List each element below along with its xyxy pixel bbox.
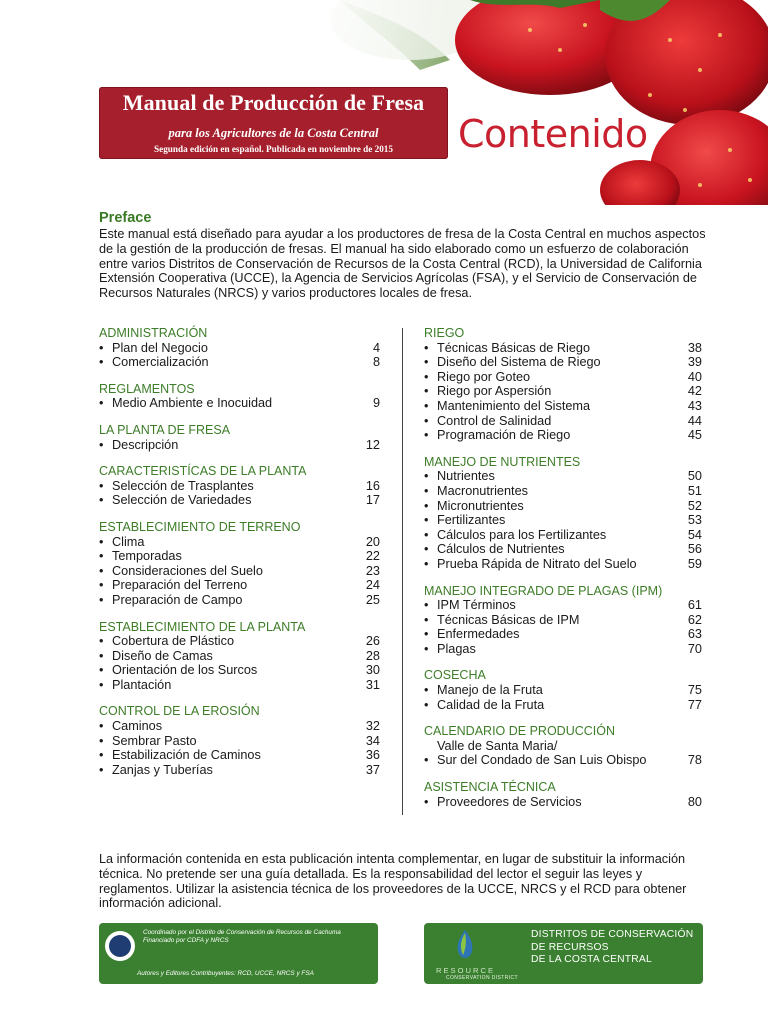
toc-right-column (424, 326, 702, 821)
toc-entry-page: 43 (687, 398, 702, 413)
bullet: • (424, 527, 429, 542)
toc-entry-page: 44 (687, 413, 702, 428)
toc-entry[interactable] (424, 642, 702, 657)
bullet: • (99, 748, 104, 763)
bullet: • (99, 549, 104, 564)
toc-entry-label: Nutrientes (437, 469, 495, 484)
toc-entry[interactable] (99, 564, 380, 579)
toc-entry-label: Sembrar Pasto (112, 733, 197, 748)
disclaimer-text: La información contenida en esta publicación intenta complementar, en lugar de substituir la información técnica. No pretende ser una guía detallada. Es la responsabilidad del lector el seguir las leyes y reglamentos. Utilizar la asistencia técnica de los proveedores de la UCCE, NRCS y el RCD para obtener información adicional. (99, 852, 687, 911)
toc-entry-page: 24 (365, 578, 380, 593)
toc-entry-page: 61 (687, 598, 702, 613)
toc-entry-label: Zanjas y Tuberías (112, 762, 213, 777)
toc-entry[interactable] (99, 748, 380, 763)
toc-entry-page: 31 (365, 677, 380, 692)
toc-section (424, 584, 702, 657)
toc-section (424, 780, 702, 809)
bullet: • (424, 627, 429, 642)
toc-section-title: COSECHA (424, 668, 486, 683)
toc-entry-page: 22 (365, 549, 380, 564)
toc-entry-label: Técnicas Básicas de IPM (437, 612, 580, 627)
toc-entry-page: 42 (687, 384, 702, 399)
toc-entry[interactable] (424, 384, 702, 399)
leaf-drop-icon (454, 929, 476, 961)
toc-section-title: ESTABLECIMIENTO DE LA PLANTA (99, 619, 306, 634)
toc-entry[interactable] (424, 341, 702, 356)
toc-section-title: ADMINISTRACIÓN (99, 326, 208, 340)
preface-text: Este manual está diseñado para ayudar a los productores de fresa de la Costa Central en muchos aspectos de la gestión de la producción de fresas. El manual ha sido elaborado como un esfuerzo de colaboración entre varios Distritos de Conservación de Recursos de la Costa Central (RCD), la Universidad de California Extensión Cooperativa (UCCE), la Agencia de Servicios Agrícolas (FSA), y el Servicio de Conservación de Recursos Naturales (NRCS) y varios productores locales de fresa. (99, 227, 706, 301)
toc-entry[interactable] (99, 719, 380, 734)
rcd-logo-word: RESOURCE (436, 966, 496, 975)
toc-entry[interactable] (99, 734, 380, 749)
toc-entry[interactable] (424, 469, 702, 484)
toc-entry-page: 28 (365, 648, 380, 663)
toc-entry-page: 70 (687, 641, 702, 656)
toc-entry-page: 9 (372, 396, 380, 411)
toc-entry-page: 16 (365, 478, 380, 493)
bullet: • (424, 413, 429, 428)
bullet: • (99, 663, 104, 678)
toc-entry-label: IPM Términos (437, 598, 516, 613)
bullet: • (424, 598, 429, 613)
toc-section-title: MANEJO INTEGRADO DE PLAGAS (IPM) (424, 583, 663, 598)
toc-section (99, 704, 380, 777)
toc-entry-page: 40 (687, 369, 702, 384)
toc-section (424, 724, 702, 768)
bullet: • (424, 369, 429, 384)
toc-entry-label: Selección de Variedades (112, 493, 252, 508)
bullet: • (99, 592, 104, 607)
bullet: • (424, 612, 429, 627)
toc-entry-label: Preparación de Campo (112, 592, 243, 607)
toc-section (424, 668, 702, 712)
title-banner (99, 87, 448, 159)
bullet: • (99, 396, 104, 411)
toc-entry-label: Plan del Negocio (112, 340, 208, 355)
bullet: • (424, 683, 429, 698)
toc-entry-label: Riego por Goteo (437, 369, 531, 384)
toc-entry-label: Cálculos de Nutrientes (437, 542, 565, 557)
toc-entry[interactable] (424, 370, 702, 385)
toc-entry-page: 59 (687, 556, 702, 571)
toc-entry-page: 26 (365, 634, 380, 649)
toc-entry-label: Temporadas (112, 549, 182, 564)
toc-entry-label: Enfermedades (437, 627, 520, 642)
toc-entry-label: Mantenimiento del Sistema (437, 398, 591, 413)
toc-section-title: CARACTERISTÍCAS DE LA PLANTA (99, 464, 307, 479)
toc-entry[interactable] (99, 341, 380, 356)
toc-section (424, 326, 702, 443)
toc-entry-label: Riego por Aspersión (437, 384, 552, 399)
bullet: • (424, 697, 429, 712)
toc-entry[interactable] (424, 399, 702, 414)
toc-entry[interactable] (99, 634, 380, 649)
toc-entry-page: 52 (687, 498, 702, 513)
toc-entry-label: Selección de Trasplantes (112, 478, 254, 493)
toc-section-title: CONTROL DE LA EROSIÓN (99, 704, 260, 719)
toc-section-title: ESTABLECIMIENTO DE TERRENO (99, 519, 301, 534)
toc-entry[interactable] (424, 513, 702, 528)
toc-section-title: RIEGO (424, 326, 465, 340)
toc-entry-page: 36 (365, 748, 380, 763)
toc-entry-page: 75 (687, 683, 702, 698)
toc-entry-page: 50 (687, 469, 702, 484)
toc-entry-label: Preparación del Terreno (112, 578, 248, 593)
credits-coordination: Coordinado por el Distrito de Conservación de Recursos de Cachuma (143, 929, 341, 936)
toc-entry[interactable] (99, 479, 380, 494)
toc-entry-page: 38 (687, 340, 702, 355)
bullet: • (99, 534, 104, 549)
bullet: • (424, 428, 429, 443)
bullet: • (99, 762, 104, 777)
bullet: • (424, 384, 429, 399)
toc-entry-page: 32 (365, 719, 380, 734)
manual-title: Manual de Producción de Fresa (122, 90, 425, 115)
credits-authors: Autores y Editores Contribuyentes: RCD, UCCE, NRCS y FSA (137, 970, 314, 977)
toc-entry-page: 51 (687, 483, 702, 498)
toc-entry[interactable] (424, 528, 702, 543)
cachuma-rcd-logo (105, 931, 135, 961)
toc-entry-label: Plantación (112, 677, 172, 692)
bullet: • (424, 469, 429, 484)
bullet: • (99, 634, 104, 649)
toc-left-column (99, 326, 380, 789)
toc-section (99, 382, 380, 411)
toc-section-title: CALENDARIO DE PRODUCCIÓN (424, 724, 615, 739)
bullet: • (424, 340, 429, 355)
column-divider (402, 328, 403, 815)
toc-entry-page: 34 (365, 733, 380, 748)
toc-section (99, 326, 380, 370)
toc-entry-page: 62 (687, 612, 702, 627)
toc-entry-label: Control de Salinidad (437, 413, 552, 428)
toc-entry[interactable] (424, 698, 702, 713)
bullet: • (424, 398, 429, 413)
toc-section-title: REGLAMENTOS (99, 381, 195, 396)
bullet: • (99, 340, 104, 355)
toc-section (424, 455, 702, 572)
toc-entry-label: Valle de Santa Maria/ (437, 738, 558, 753)
toc-entry-label: Orientación de los Surcos (112, 663, 258, 678)
toc-entry-page: 63 (687, 627, 702, 642)
toc-entry-label: Caminos (112, 719, 163, 734)
toc-entry-label: Descripción (112, 437, 179, 452)
bullet: • (99, 648, 104, 663)
toc-entry-page: 4 (372, 340, 380, 355)
toc-section (99, 620, 380, 693)
bullet: • (99, 677, 104, 692)
toc-entry-page: 17 (365, 493, 380, 508)
bullet: • (424, 355, 429, 370)
toc-entry[interactable] (424, 484, 702, 499)
bullet: • (99, 355, 104, 370)
toc-entry-label: Diseño del Sistema de Riego (437, 355, 601, 370)
credits-funding: Financiado por CDFA y NRCS (143, 937, 229, 944)
toc-entry[interactable] (424, 542, 702, 557)
bullet: • (424, 794, 429, 809)
toc-entry-label: Diseño de Camas (112, 648, 213, 663)
toc-entry[interactable] (99, 493, 380, 508)
bullet: • (424, 513, 429, 528)
toc-entry-page: 53 (687, 513, 702, 528)
toc-entry-label: Prueba Rápida de Nitrato del Suelo (437, 556, 637, 571)
toc-entry[interactable] (424, 598, 702, 613)
toc-entry[interactable] (99, 396, 380, 411)
toc-entry[interactable] (99, 663, 380, 678)
toc-entry-page: 80 (687, 794, 702, 809)
toc-section-title: ASISTENCIA TÉCNICA (424, 780, 556, 795)
toc-entry-label: Cálculos para los Fertilizantes (437, 527, 607, 542)
bullet: • (99, 719, 104, 734)
toc-entry[interactable] (424, 414, 702, 429)
toc-entry-label-continued: Sur del Condado de San Luis Obispo (437, 753, 647, 768)
toc-entry[interactable] (99, 593, 380, 608)
bullet: • (99, 437, 104, 452)
toc-section (99, 464, 380, 508)
toc-entry[interactable] (424, 627, 702, 642)
toc-entry[interactable] (99, 355, 380, 370)
toc-entry-label: Comercialización (112, 355, 209, 370)
bullet: • (99, 578, 104, 593)
bullet: • (424, 641, 429, 656)
toc-entry-page: 12 (365, 437, 380, 452)
toc-entry[interactable] (99, 678, 380, 693)
toc-entry[interactable] (424, 683, 702, 698)
toc-entry-page: 8 (372, 355, 380, 370)
toc-entry-label: Fertilizantes (437, 513, 506, 528)
toc-entry-page: 78 (687, 753, 702, 768)
toc-entry-label: Macronutrientes (437, 483, 528, 498)
toc-entry[interactable] (424, 557, 702, 572)
toc-entry-label: Técnicas Básicas de Riego (437, 340, 591, 355)
rcd-name: DISTRITOS DE CONSERVACIÓN DE RECURSOS DE LA COSTA CENTRAL (531, 929, 694, 966)
toc-section-title: LA PLANTA DE FRESA (99, 422, 231, 437)
toc-entry[interactable] (424, 428, 702, 443)
toc-entry[interactable] (99, 438, 380, 453)
toc-entry-page: 25 (365, 592, 380, 607)
toc-entry-page: 56 (687, 542, 702, 557)
bullet: • (424, 498, 429, 513)
toc-entry-label: Calidad de la Fruta (437, 697, 545, 712)
credits-box (99, 923, 378, 984)
toc-entry-page: 37 (365, 762, 380, 777)
toc-entry-page: 77 (687, 697, 702, 712)
toc-entry[interactable] (424, 795, 702, 810)
toc-entry-page: 54 (687, 527, 702, 542)
toc-entry[interactable] (99, 535, 380, 550)
toc-entry-page: 39 (687, 355, 702, 370)
bullet: • (99, 478, 104, 493)
bullet: • (99, 493, 104, 508)
toc-entry-label: Programación de Riego (437, 428, 571, 443)
bullet: • (424, 753, 429, 768)
bullet: • (99, 563, 104, 578)
toc-entry-page: 23 (365, 563, 380, 578)
toc-entry-label: Medio Ambiente e Inocuidad (112, 396, 273, 411)
page-heading: Contenido (458, 112, 648, 156)
toc-entry[interactable] (424, 739, 702, 768)
toc-section-title: MANEJO DE NUTRIENTES (424, 454, 581, 469)
toc-entry[interactable] (99, 763, 380, 778)
toc-entry-label: Cobertura de Plástico (112, 634, 235, 649)
toc-entry-label: Consideraciones del Suelo (112, 563, 263, 578)
toc-entry[interactable] (424, 499, 702, 514)
toc-entry[interactable] (99, 578, 380, 593)
rcd-logo-sub: CONSERVATION DISTRICT (446, 975, 519, 981)
toc-entry[interactable] (99, 649, 380, 664)
toc-section (99, 423, 380, 452)
bullet: • (424, 556, 429, 571)
toc-entry-label: Plagas (437, 641, 476, 656)
toc-entry-label: Proveedores de Servicios (437, 794, 582, 809)
bullet: • (424, 542, 429, 557)
bullet: • (99, 733, 104, 748)
toc-entry-page: 45 (687, 428, 702, 443)
toc-entry-page: 30 (365, 663, 380, 678)
toc-entry[interactable] (424, 355, 702, 370)
toc-entry-label: Clima (112, 534, 145, 549)
preface-title: Preface (99, 210, 152, 226)
rcd-box (424, 923, 703, 984)
bullet: • (424, 483, 429, 498)
toc-entry-page: 20 (365, 534, 380, 549)
edition-note: Segunda edición en español. Publicada en noviembre de 2015 (154, 144, 393, 154)
toc-entry[interactable] (99, 549, 380, 564)
toc-section (99, 520, 380, 608)
manual-subtitle: para los Agricultores de la Costa Central (168, 126, 379, 140)
toc-entry-label: Micronutrientes (437, 498, 524, 513)
toc-entry[interactable] (424, 613, 702, 628)
toc-entry-label: Estabilización de Caminos (112, 748, 261, 763)
toc-entry-label: Manejo de la Fruta (437, 683, 543, 698)
